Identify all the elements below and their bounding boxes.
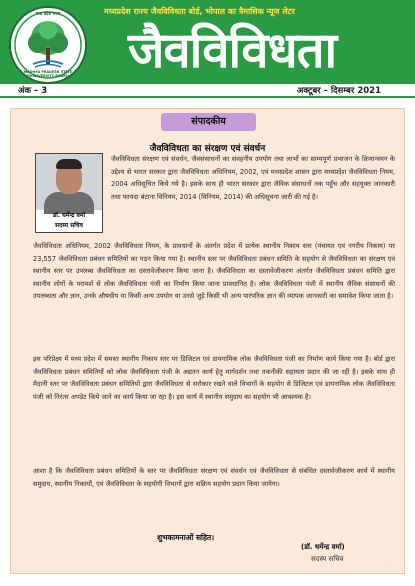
paragraph-intro: जैवविविधता संरक्षण एवं संवर्धन, जैवसंसाधनों का संवहनीय उपयोग तथा लाभों का साम्यपूर्ण प्रभाजन के क्रियान्वयन के उद्देश्य से भारत सरकार द्वारा जैवविविधता अधिनियम, 2002, एवं मध्यप्रदेश शासन द्वारा मध्यप्रदेश जैवविविधता नियम, 2004 अधिसूचित किये गये है। इसके साथ ही भारत सरकार द्वारा जैविक संसाधनों तक पहुँच और सहयुक्त जानकारी तथा फायदा बंटाना विनियम, 2014 (विनियम, 2014) की अधिसूचना जारी की गई है। [111, 155, 395, 201]
photo-caption-name: डॉ. धर्मेन्द्र वर्मा [52, 212, 86, 219]
photo-hair [56, 159, 82, 169]
board-logo [9, 6, 87, 84]
logo-text-bottom: MADHYA PRADESH STATE BIODIVERSITY BOARD [23, 70, 73, 78]
photo-caption-role: सदस्य सचिव [55, 222, 83, 229]
issue-date: अक्टूबर – दिसम्बर 2021 [296, 86, 381, 96]
author-photo [35, 153, 103, 233]
signature-role: सदस्य सचिव [311, 555, 344, 563]
paragraph-conclusion: आशा है कि जैवविविधता प्रबंधन समितियों के स्तर पर जैवविविधता संरक्षण एवं संवर्धन एवं जैवविविधता से संबंधित दस्तावेजीकरण कार्य में स्थानीय समुदाय, स्थानीय निकायों, एवं जैवविविधता के सहयोगी विभागों द्वारा सक्रिय सहयोग प्रदान किया जायेगा। [33, 467, 395, 488]
newsletter-tagline: मध्यप्रदेश राज्य जैवविविधता बोर्ड, भोपाल का त्रैमासिक न्यूज लेटर [104, 7, 295, 16]
closing-greeting: शुभकामनाओं सहित। [157, 533, 215, 542]
editorial-panel [10, 108, 405, 574]
section-tab-editorial: संपादकीय [161, 113, 256, 131]
issue-number: अंक – 3 [18, 86, 48, 96]
logo-text-top: मध्य प्रदेश राज्य [35, 11, 61, 16]
issue-info-strip [0, 84, 415, 98]
newsletter-masthead-title: जैवविविधता [128, 22, 337, 79]
signature-name: (डॉ. धर्मेन्द्र वर्मा) [301, 543, 345, 551]
masthead-banner [0, 0, 415, 84]
article-title: जैवविविधता का संरक्षण एवं संवर्धन [149, 144, 266, 154]
paragraph-intro-continued: जैवविविधता अधिनियम, 2002 जैवविविधता नियम, के प्रावधानों के अंतर्गत प्रदेश में प्रत्येक स्थानीय निकाय स्तर (पंचायत एवं नगरीय निकाय) पर 23,557 जैवविविधता प्रबंधन समितियों का गठन किया गया है। स्थानीय स्तर पर जैवविविधता प्रबंधन समिति के सहयोग से जैवविविधता का संरक्षण एवं स्थानीय स्तर पर उपलब्ध जैवविविधता का दस्तावेजीकरण किया जाना है। जैवविविधता का दस्तावेजीकरण अंतर्गत जैवविविधता प्रबंधन समिति द्वारा स्थानीय लोगों के परामर्श से लोक जैवविविधता पंजी का निर्माण किया जाना प्रावधानित है। लोक जैवविविधता पंजी में स्थानीय जैविक संसाधनों की उपलब्धता और ज्ञान, उनके औषधीय या किसी अन्य उपयोग या उनसे जुड़े किसी भी अन्य पारंपरिक ज्ञान की व्यापक जानकारी का समावेश किया जाता है। [33, 242, 395, 300]
paragraph-digital-register: इस परिप्रेक्ष्य में मध्य प्रदेश में समस्त स्थानीय निकाय स्तर पर डिजिटल एवं डायनामिक लोक जैवविविधता पंजी का निर्माण कार्य किया गया है। बोर्ड द्वारा जैवविविधता प्रबंधन समितियों को लोक जैवविविधता पंजी के अद्यतन कार्य हेतु मार्गदर्शन तथा तकनीकी सहायता प्रदान की जा रही है। इसके साथ ही मैदानी स्तर पर जैवविविधता प्रबंधन समितियों द्वारा जैवविविधता से सरोकार रखने वाले विभागों के सहयोग से डिजिटल एवं डायनामिक लोक जैवविविधता पंजी को निरंतर अपडेट किये जाने का कार्य किया जा रहा है। इस कार्य में स्थानीय समुदाय का सहयोग भी आवश्यक है। [33, 355, 395, 401]
